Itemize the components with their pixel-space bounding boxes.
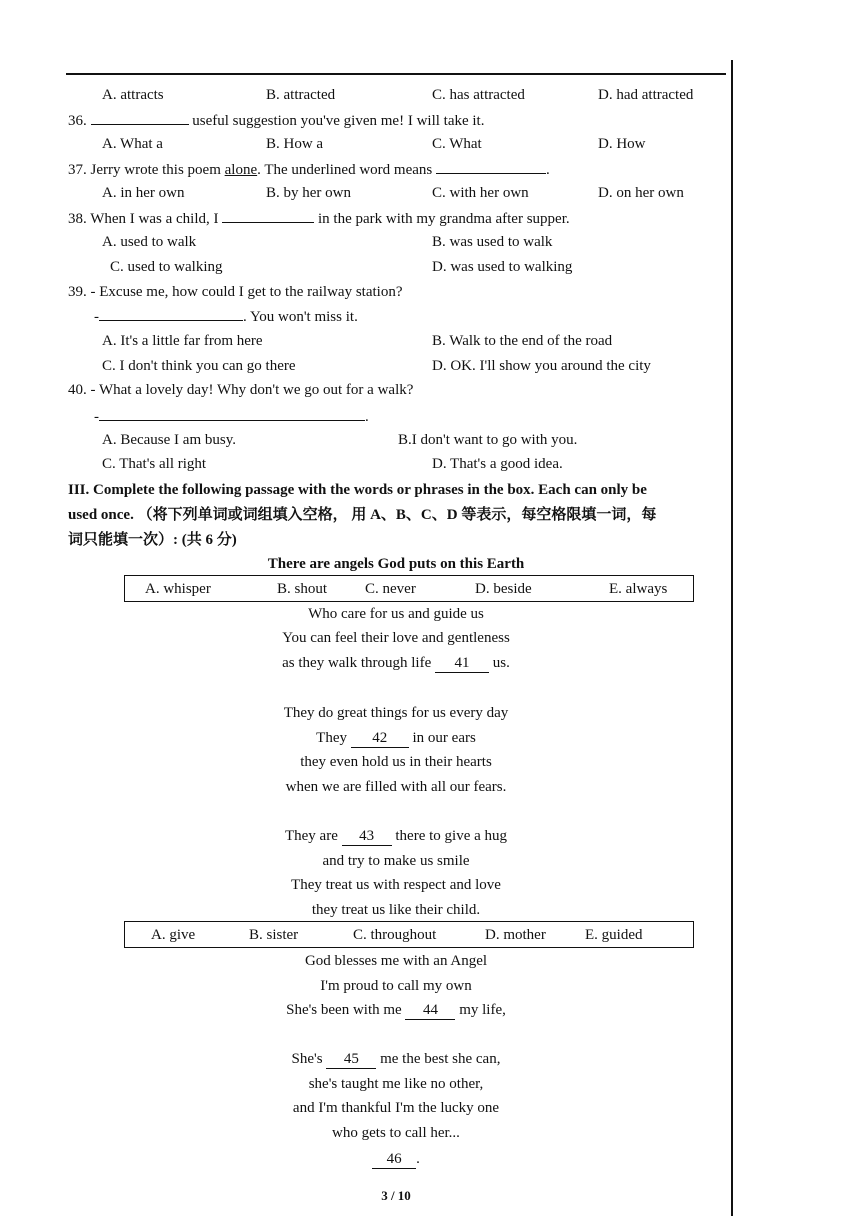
right-margin-rule: [731, 60, 733, 1216]
poem-line: You can feel their love and gentleness: [282, 630, 510, 646]
word-box-2-a: A. give: [151, 927, 196, 943]
blank-44: 44: [405, 1001, 455, 1020]
poem-text: my life,: [459, 1002, 506, 1018]
poem-text: us.: [492, 655, 510, 671]
poem-line: and I'm thankful I'm the lucky one: [292, 1100, 500, 1116]
q36-option-d: D. How: [598, 136, 646, 152]
poem-line: they even hold us in their hearts: [300, 754, 492, 770]
q37-text-post: . The underlined word means: [257, 162, 433, 178]
q36-blank: [91, 110, 189, 125]
poem-line: who gets to call her...: [332, 1125, 460, 1141]
word-box-1-c: C. never: [365, 581, 416, 597]
section3-heading-line1: III. Complete the following passage with the words or phrases in the box. Each can only be: [68, 482, 647, 498]
word-box-2-b: B. sister: [249, 927, 299, 943]
q39-option-a: A. It's a little far from here: [102, 333, 263, 349]
q36-stem: [68, 110, 484, 131]
q36-option-c: C. What: [432, 136, 482, 152]
q39-response-text: . You won't miss it.: [243, 309, 358, 325]
top-rule: [66, 73, 726, 75]
word-box-1-d: D. beside: [475, 581, 532, 597]
q38-blank: [222, 208, 314, 223]
poem-text: They are: [284, 828, 338, 844]
q39-stem: 39. - Excuse me, how could I get to the railway station?: [68, 284, 403, 300]
q37-underlined-word: alone: [224, 162, 258, 178]
q37-blank: [436, 159, 546, 174]
q36-option-a: A. What a: [102, 136, 163, 152]
poem-line-46: [196, 1149, 596, 1169]
poem-line: They do great things for us every day: [283, 705, 509, 721]
word-box-2-c: C. throughout: [353, 927, 437, 943]
q35-option-a: A. attracts: [102, 87, 164, 103]
q39-option-d: D. OK. I'll show you around the city: [432, 358, 651, 374]
poem-text: They: [316, 730, 347, 746]
q36-text: useful suggestion you've given me! I will take it.: [192, 113, 485, 129]
q38-text-post: in the park with my grandma after supper.: [318, 211, 570, 227]
q37-stem: [68, 159, 550, 180]
poem-text: me the best she can,: [380, 1051, 501, 1067]
q40-blank: [99, 406, 365, 421]
blank-46: 46: [372, 1150, 416, 1169]
poem-line: God blesses me with an Angel: [304, 953, 488, 969]
poem-title: There are angels God puts on this Earth: [267, 556, 525, 572]
poem-line: and try to make us smile: [322, 853, 470, 869]
q35-option-b: B. attracted: [266, 87, 336, 103]
poem-line: she's taught me like no other,: [308, 1076, 484, 1092]
poem-line: when we are filled with all our fears.: [285, 779, 507, 795]
q39-option-c: C. I don't think you can go there: [102, 358, 296, 374]
q39-option-b: B. Walk to the end of the road: [432, 333, 613, 349]
q39-blank: [99, 306, 243, 321]
q39-dash: -: [94, 309, 99, 325]
q40-dash: -: [94, 409, 99, 425]
blank-42: 42: [351, 729, 409, 748]
word-box-2-e: E. guided: [585, 927, 643, 943]
q37-option-c: C. with her own: [432, 185, 529, 201]
word-box-2: [124, 921, 694, 948]
poem-line: they treat us like their child.: [311, 902, 481, 918]
q35-option-d: D. had attracted: [598, 87, 694, 103]
poem-text: as they walk through life: [282, 655, 432, 671]
q38-text-pre: 38. When I was a child, I: [68, 211, 219, 227]
poem-line-44: [196, 1000, 596, 1020]
q38-option-b: B. was used to walk: [432, 234, 553, 250]
section3-heading-line2: used once. （将下列单词或词组填入空格， 用 A、B、C、D 等表示，每空格限填一词，每: [68, 507, 657, 523]
q38-option-d: D. was used to walking: [432, 259, 573, 275]
section3-heading-line3: 词只能填一次）: (共 6 分): [68, 532, 237, 548]
page-number: 3 / 10: [381, 1188, 411, 1203]
q40-option-c: C. That's all right: [102, 456, 207, 472]
q38-option-c: C. used to walking: [110, 259, 223, 275]
poem-text: She's: [291, 1051, 323, 1067]
poem-line: They treat us with respect and love: [291, 877, 501, 893]
poem-text: She's been with me: [286, 1002, 402, 1018]
poem-line: I'm proud to call my own: [320, 978, 472, 994]
q40-option-b: B.I don't want to go with you.: [398, 432, 578, 448]
q40-response: [94, 406, 369, 427]
q37-option-a: A. in her own: [102, 185, 185, 201]
poem-line-41: [196, 653, 596, 673]
q40-option-d: D. That's a good idea.: [432, 456, 563, 472]
q36-option-b: B. How a: [266, 136, 324, 152]
q37-option-d: D. on her own: [598, 185, 684, 201]
q37-text-pre: 37. Jerry wrote this poem: [68, 162, 225, 178]
poem-line-42: [196, 728, 596, 748]
blank-45: 45: [326, 1050, 376, 1069]
word-box-1: [124, 575, 694, 602]
q37-period: .: [545, 162, 550, 178]
poem-line-45: [196, 1049, 596, 1069]
poem-text: .: [416, 1151, 420, 1167]
poem-line: Who care for us and guide us: [308, 606, 484, 622]
q40-stem: 40. - What a lovely day! Why don't we go out for a walk?: [68, 382, 414, 398]
q37-option-b: B. by her own: [266, 185, 351, 201]
blank-43: 43: [342, 827, 392, 846]
q38-stem: [68, 208, 570, 229]
q35-option-c: C. has attracted: [432, 87, 525, 103]
q40-period: .: [365, 409, 369, 425]
word-box-2-d: D. mother: [485, 927, 546, 943]
q38-option-a: A. used to walk: [102, 234, 197, 250]
word-box-1-b: B. shout: [277, 581, 328, 597]
q36-number: 36.: [68, 113, 87, 129]
q40-option-a: A. Because I am busy.: [102, 432, 236, 448]
poem-line-43: [196, 826, 596, 846]
word-box-1-e: E. always: [609, 581, 668, 597]
word-box-1-a: A. whisper: [145, 581, 211, 597]
blank-41: 41: [435, 654, 489, 673]
poem-text: there to give a hug: [395, 828, 508, 844]
q39-response: [94, 306, 358, 327]
poem-text: in our ears: [412, 730, 476, 746]
